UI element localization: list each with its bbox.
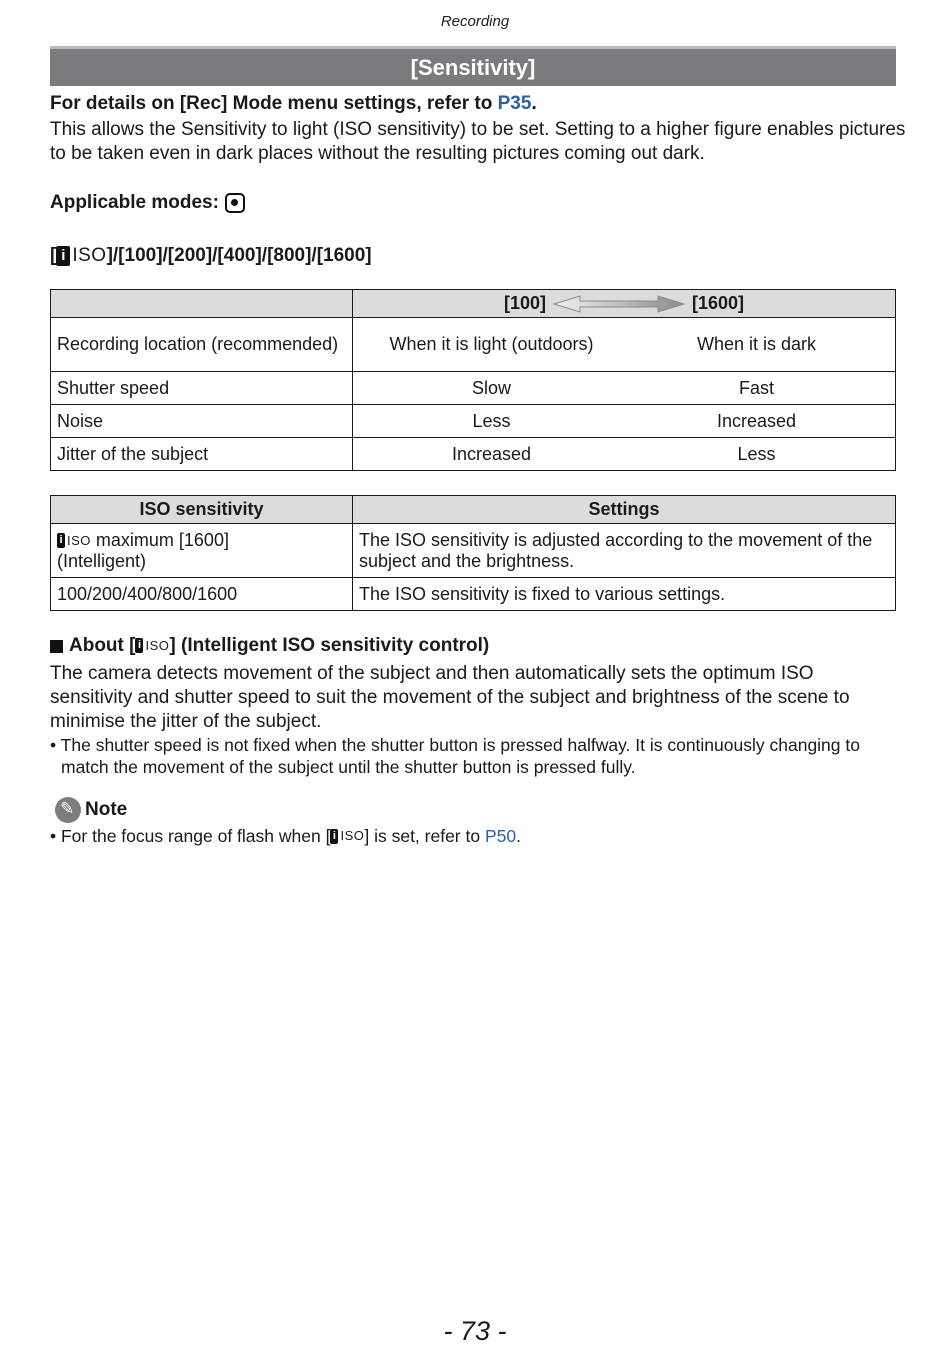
note-label: Note xyxy=(85,799,128,820)
note-bullet xyxy=(50,825,890,847)
applicable-modes-label: Applicable modes: xyxy=(50,192,219,213)
note-bullet-suffix: . xyxy=(516,826,521,846)
page-number: - 73 - xyxy=(443,1316,507,1346)
page-title: [Sensitivity] xyxy=(50,46,896,86)
table-header-empty xyxy=(51,290,353,318)
value-low: Less xyxy=(472,410,511,431)
about-heading xyxy=(50,635,489,657)
row-label-text: maximum [1600] xyxy=(90,529,229,550)
intelligent-iso-icon xyxy=(57,533,91,548)
row-values xyxy=(353,372,896,405)
intelligent-iso-text: ISO xyxy=(145,638,170,654)
row-values xyxy=(353,438,896,471)
note-bullet-prefix: • For the focus range of flash when [ xyxy=(50,826,331,846)
details-link[interactable]: P35 xyxy=(497,93,532,114)
settings-options-line xyxy=(50,245,372,267)
iso-settings-table xyxy=(50,495,896,611)
applicable-modes xyxy=(50,192,245,214)
intelligent-iso-text: ISO xyxy=(72,245,107,266)
row-label-sub: (Intelligent) xyxy=(57,550,147,571)
intelligent-iso-letter: i xyxy=(330,829,338,844)
intelligent-iso-icon xyxy=(135,638,169,653)
camera-mode-icon xyxy=(225,193,245,213)
about-bullet: • The shutter speed is not fixed when the shutter button is pressed halfway. It is continuously changing to match the movement of the subject until the shutter button is pressed fully. xyxy=(50,735,860,777)
details-line xyxy=(50,93,537,115)
details-text: For details on [Rec] Mode menu settings, refer to xyxy=(50,93,498,114)
note-bullet-mid: ] is set, refer to xyxy=(364,826,485,846)
note-link[interactable]: P50 xyxy=(484,826,517,846)
table-header-row xyxy=(51,496,896,524)
row-label: Recording location (recommended) xyxy=(51,318,353,372)
range-header xyxy=(353,290,896,318)
value-high: Less xyxy=(737,443,776,464)
row-label: Jitter of the subject xyxy=(51,438,353,471)
sensitivity-comparison-table xyxy=(50,289,896,471)
intro-paragraph: This allows the Sensitivity to light (ISO sensitivity) to be set. Setting to a higher figure enables pictures to be taken even in dark places without the resulting pictures coming out dark. xyxy=(50,119,906,164)
intelligent-iso-letter: i xyxy=(56,246,70,266)
about-prefix: About [ xyxy=(69,635,136,656)
value-high: Increased xyxy=(716,410,797,431)
intelligent-iso-text: ISO xyxy=(340,828,365,843)
row-label: 100/200/400/800/1600 xyxy=(51,578,353,611)
table-row xyxy=(51,438,896,471)
note-heading xyxy=(55,797,127,823)
value-high: Fast xyxy=(738,377,774,398)
intelligent-iso-icon xyxy=(330,825,364,847)
about-suffix: ] (Intelligent ISO sensitivity control) xyxy=(169,635,490,656)
table-row xyxy=(51,578,896,611)
section-label: Recording xyxy=(440,13,510,30)
range-arrow-icon xyxy=(552,294,686,314)
header-iso-sensitivity: ISO sensitivity xyxy=(51,496,353,524)
square-bullet-icon xyxy=(50,640,63,653)
row-label: Shutter speed xyxy=(51,372,353,405)
header-settings: Settings xyxy=(353,496,896,524)
range-high: [1600] xyxy=(692,293,745,313)
intelligent-iso-icon xyxy=(56,245,106,267)
row-label: Noise xyxy=(51,405,353,438)
settings-options: ]/[100]/[200]/[400]/[800]/[1600] xyxy=(106,245,372,266)
table-row xyxy=(51,405,896,438)
table-row xyxy=(51,372,896,405)
row-setting: The ISO sensitivity is fixed to various settings. xyxy=(353,578,896,611)
intelligent-iso-text: ISO xyxy=(67,533,91,549)
settings-open-bracket: [ xyxy=(50,245,57,266)
table-header-row xyxy=(51,290,896,318)
value-low: When it is light (outdoors) xyxy=(389,334,594,354)
value-high: When it is dark xyxy=(696,334,817,354)
row-values xyxy=(353,318,896,372)
intelligent-iso-letter: i xyxy=(57,533,65,548)
row-values xyxy=(353,405,896,438)
value-low: Increased xyxy=(451,443,532,464)
note-pencil-icon xyxy=(55,797,81,823)
row-label xyxy=(51,524,353,578)
row-setting: The ISO sensitivity is adjusted according to the movement of the subject and the brightness. xyxy=(353,524,896,578)
value-low: Slow xyxy=(471,377,511,398)
table-row xyxy=(51,524,896,578)
table-row xyxy=(51,318,896,372)
details-suffix: . xyxy=(531,93,537,114)
intelligent-iso-letter: i xyxy=(135,638,143,653)
range-low: [100] xyxy=(503,293,546,313)
about-paragraph: The camera detects movement of the subject and then automatically sets the optimum ISO sensitivity and shutter speed to suit the movement of the subject and brightness of the scene to minimise the jitter of the subject. xyxy=(50,663,850,732)
